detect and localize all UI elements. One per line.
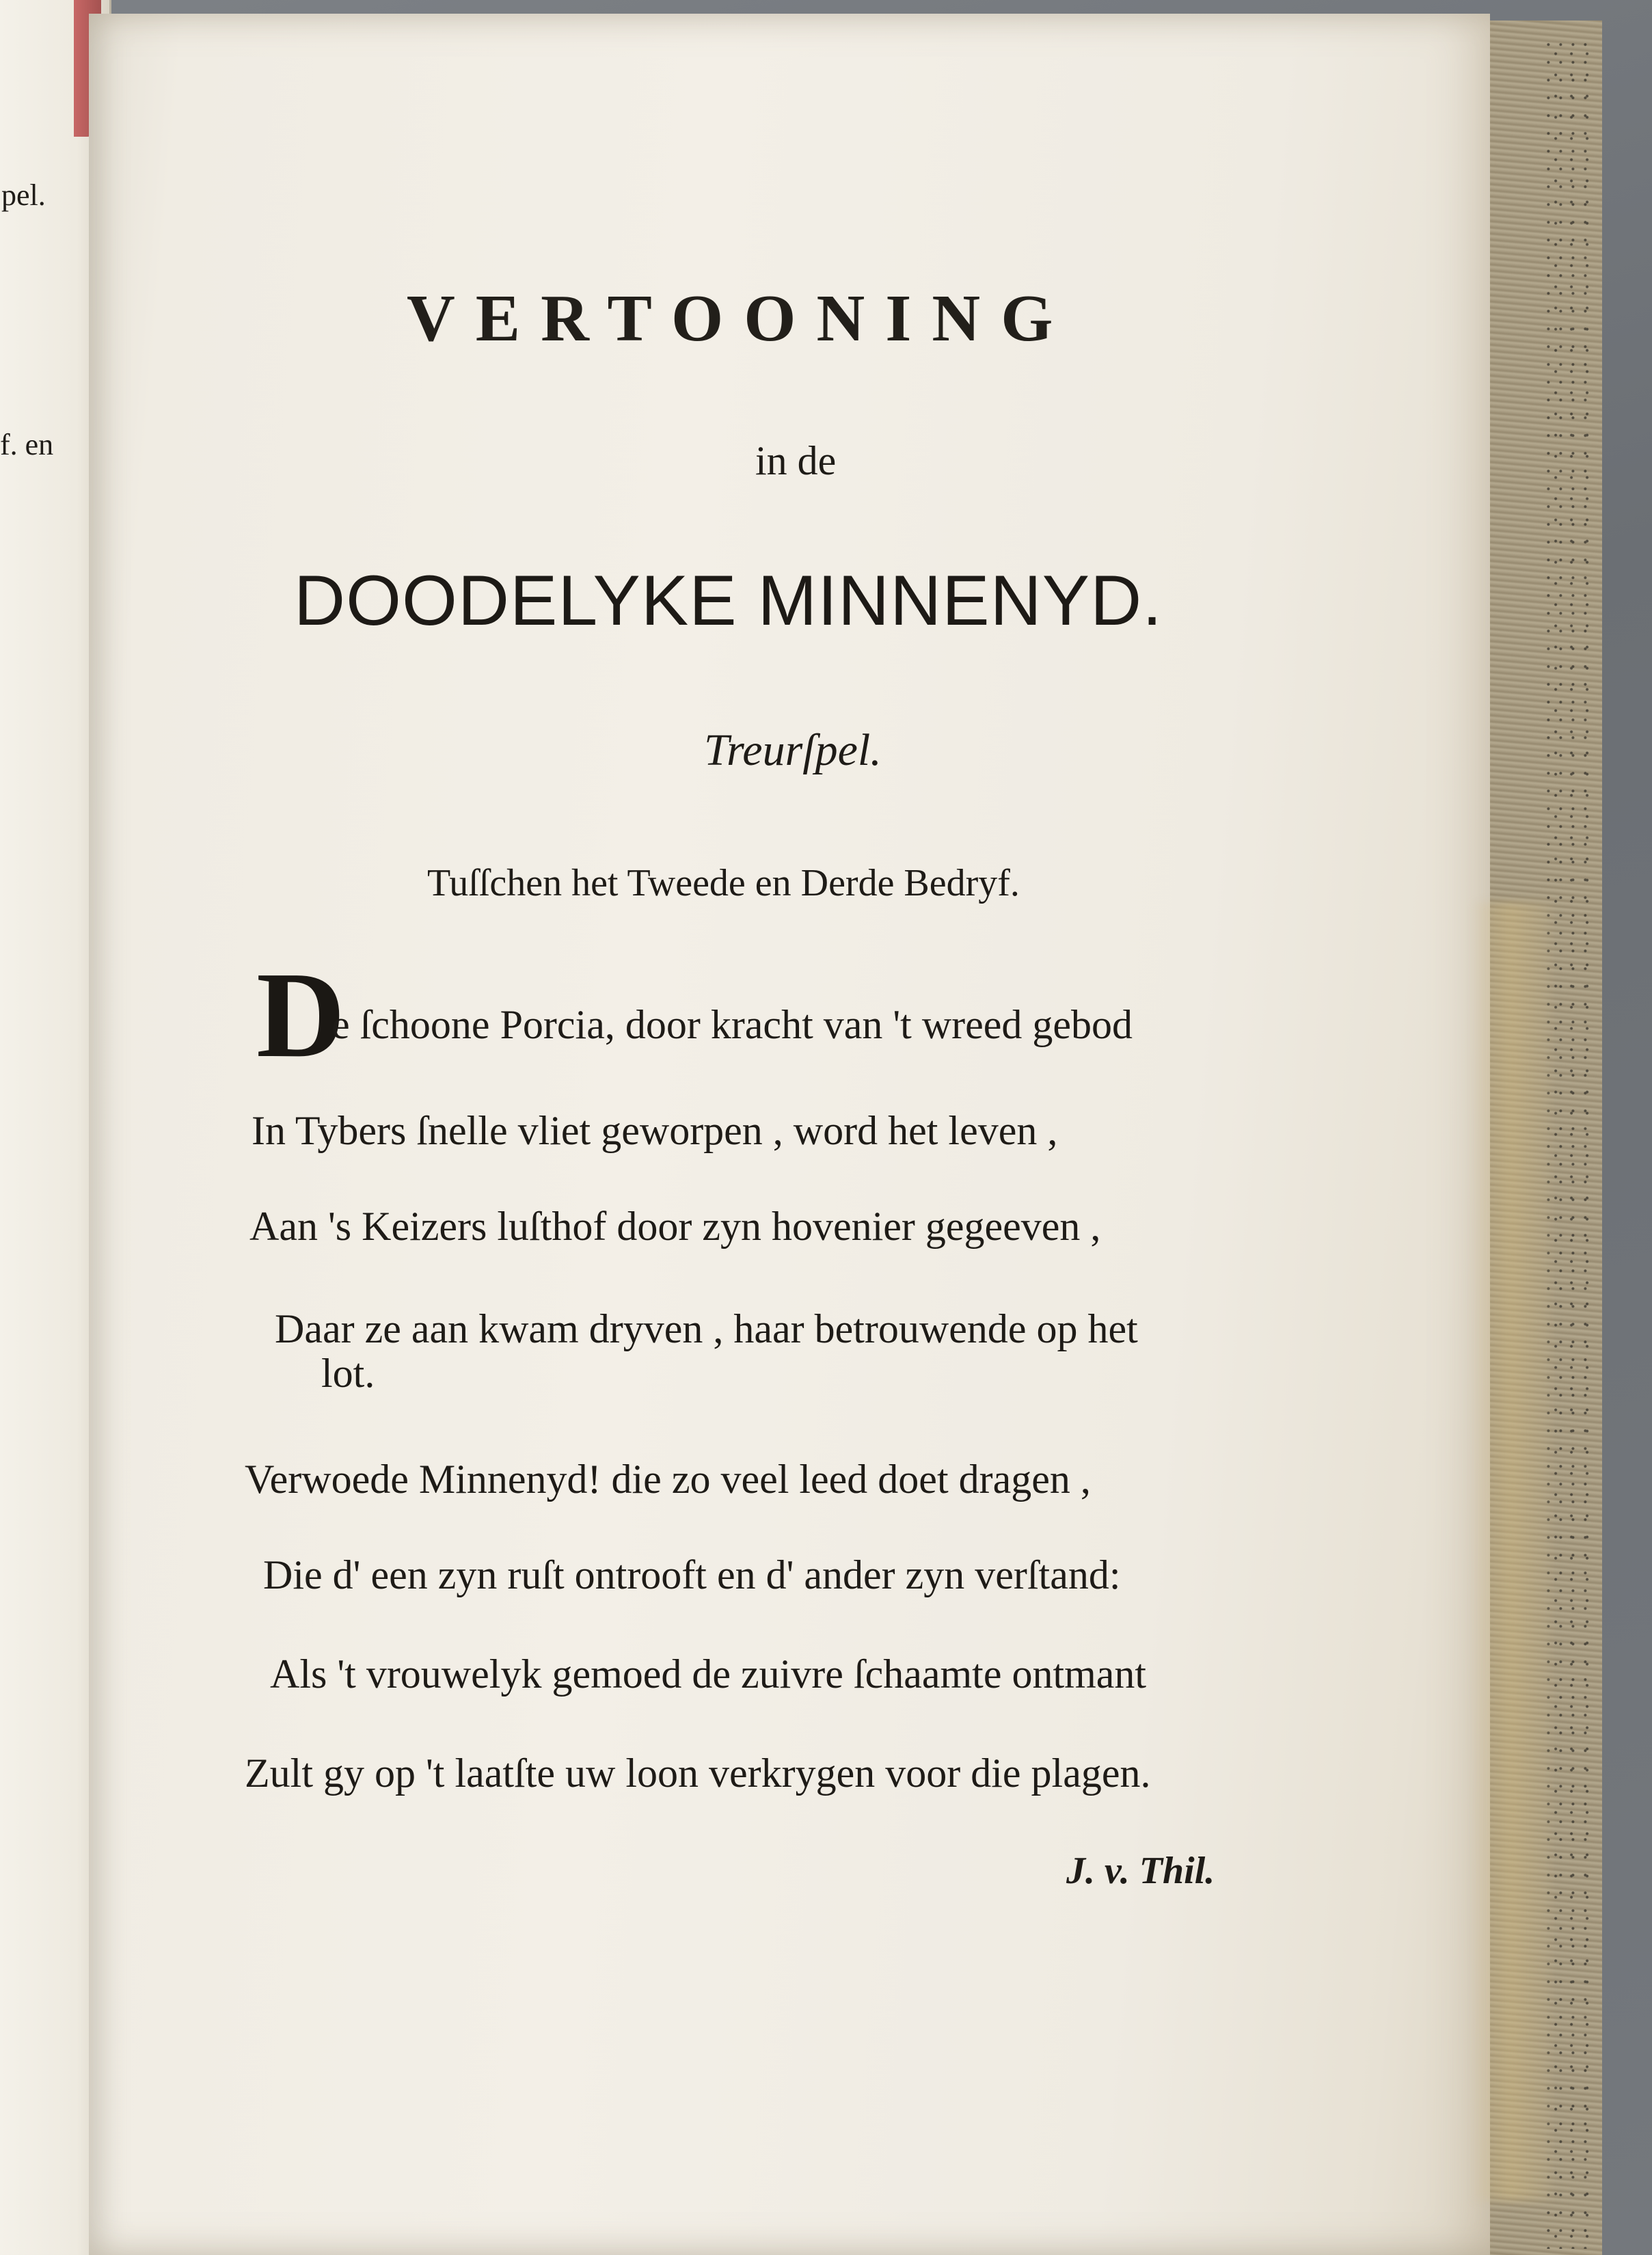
- genre-label: Treurſpel.: [704, 725, 882, 775]
- poem-line-5: Verwoede Minnenyd! die zo veel leed doet dragen ,: [245, 1457, 1091, 1502]
- left-page-fragment-2: f. en: [0, 428, 54, 461]
- poem-line-6: Die d' een zyn ruſt ontrooft en d' ander zyn verſtand:: [263, 1552, 1121, 1597]
- placement-note: Tuſſchen het Tweede en Derde Bedryf.: [427, 862, 1020, 904]
- cover-speckle-texture: [1545, 41, 1593, 2249]
- poem-line-2: In Tybers ſnelle vliet geworpen , word het leven ,: [252, 1108, 1058, 1153]
- poem-line-3: Aan 's Keizers luſthof door zyn hovenier gegeeven ,: [249, 1204, 1101, 1249]
- book-page: [89, 14, 1490, 2255]
- poem-drop-cap: D: [256, 947, 345, 1083]
- author-signature: J. v. Thil.: [1066, 1850, 1215, 1892]
- poem-line-1: e ſchoone Porcia, door kracht van 't wreed gebod: [331, 1002, 1133, 1047]
- poem-line-4: Daar ze aan kwam dryven , haar betrouwende op het: [275, 1306, 1138, 1351]
- play-title: DOODELYKE MINNENYD.: [294, 561, 1163, 640]
- page-heading: VERTOONING: [407, 282, 1074, 355]
- poem-line-7: Als 't vrouwelyk gemoed de zuivre ſchaamte ontmant: [270, 1651, 1147, 1697]
- poem-line-4-continuation: lot.: [321, 1351, 375, 1396]
- left-page-fragment-1: pel.: [1, 178, 46, 212]
- page-water-stain: [1470, 902, 1552, 2201]
- poem-line-8: Zult gy op 't laatſte uw loon verkrygen voor die plagen.: [245, 1751, 1151, 1796]
- heading-connector: in de: [755, 438, 837, 483]
